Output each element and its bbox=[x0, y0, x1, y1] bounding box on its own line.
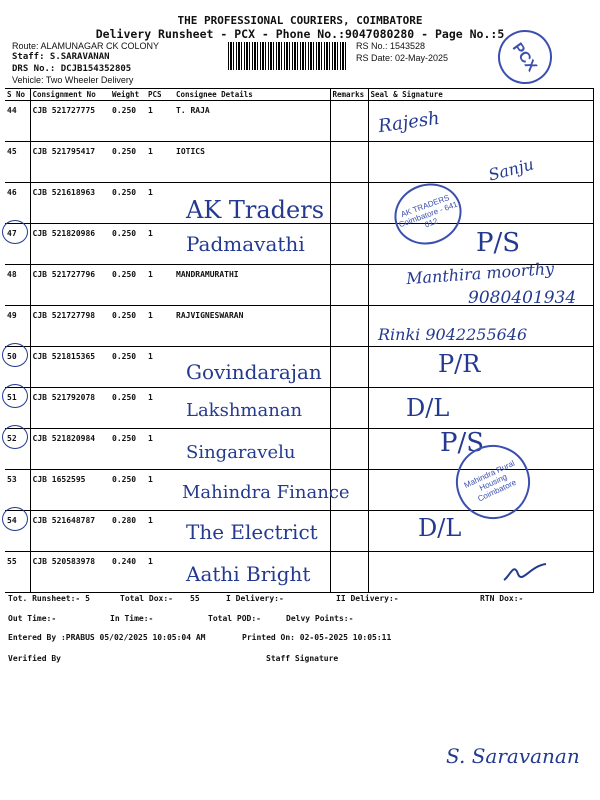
remark-50: P/R bbox=[438, 350, 481, 378]
rtn-dox: RTN Dox:- bbox=[480, 594, 524, 603]
row-sno: 49 bbox=[5, 306, 30, 347]
remark-47: P/S bbox=[476, 228, 521, 258]
row-consignment: CJB 521727775 bbox=[30, 101, 110, 142]
circle-mark bbox=[2, 220, 28, 244]
barcode bbox=[228, 42, 348, 70]
row-consignment: CJB 520583978 bbox=[30, 552, 110, 593]
row-weight: 0.250 bbox=[110, 388, 146, 429]
row-signature bbox=[368, 142, 593, 183]
handwritten-53: Mahindra Finance bbox=[182, 482, 350, 503]
mahindra-stamp: Mahindra Rural Housing Coimbatore bbox=[444, 433, 542, 531]
row-pcs: 1 bbox=[146, 183, 174, 224]
row-pcs: 1 bbox=[146, 388, 174, 429]
row-pcs: 1 bbox=[146, 142, 174, 183]
ak-traders-stamp: AK TRADERS Coimbatore - 641 012 bbox=[386, 174, 470, 254]
row-consignment: CJB 521727798 bbox=[30, 306, 110, 347]
handwritten-46: AK Traders bbox=[186, 196, 325, 224]
signature-55 bbox=[500, 556, 550, 586]
printed-on: Printed On: 02-05-2025 10:05:11 bbox=[242, 633, 392, 642]
row-sno: 45 bbox=[5, 142, 30, 183]
tot-runsheet: Tot. Runsheet:- 5 bbox=[8, 594, 90, 603]
remark-51: D/L bbox=[406, 394, 450, 422]
row-consignment: CJB 521815365 bbox=[30, 347, 110, 388]
row-remarks bbox=[330, 183, 368, 224]
row-pcs: 1 bbox=[146, 306, 174, 347]
phone-48: 9080401934 bbox=[468, 288, 577, 308]
row-remarks bbox=[330, 388, 368, 429]
row-remarks bbox=[330, 306, 368, 347]
row-weight: 0.250 bbox=[110, 429, 146, 470]
row-consignment: CJB 521820986 bbox=[30, 224, 110, 265]
handwritten-50: Govindarajan bbox=[186, 360, 322, 384]
total-pod: Total POD:- bbox=[208, 614, 261, 623]
col-consignment: Consignment No bbox=[30, 89, 110, 101]
row-remarks bbox=[330, 142, 368, 183]
row-weight: 0.250 bbox=[110, 101, 146, 142]
col-remarks: Remarks bbox=[330, 89, 368, 101]
row-weight: 0.250 bbox=[110, 142, 146, 183]
row-pcs: 1 bbox=[146, 101, 174, 142]
row-sno: 48 bbox=[5, 265, 30, 306]
circle-mark bbox=[2, 384, 28, 408]
row-sno: 44 bbox=[5, 101, 30, 142]
vehicle-label: Vehicle: Two Wheeler Delivery bbox=[12, 75, 134, 85]
row-weight: 0.250 bbox=[110, 183, 146, 224]
ii-delivery: II Delivery:- bbox=[336, 594, 399, 603]
row-signature bbox=[368, 552, 593, 593]
row-pcs: 1 bbox=[146, 347, 174, 388]
drs-label: DRS No.: DCJB154352805 bbox=[12, 64, 132, 74]
signature-44: Rajesh bbox=[376, 107, 441, 138]
row-weight: 0.250 bbox=[110, 347, 146, 388]
row-sno: 54 bbox=[5, 511, 30, 552]
handwritten-54: The Electrict bbox=[186, 520, 318, 544]
row-signature bbox=[368, 347, 593, 388]
rs-date: RS Date: 02-May-2025 bbox=[356, 53, 449, 63]
row-remarks bbox=[330, 265, 368, 306]
col-seal-signature: Seal & Signature bbox=[368, 89, 593, 101]
row-pcs: 1 bbox=[146, 552, 174, 593]
row-pcs: 1 bbox=[146, 511, 174, 552]
row-remarks bbox=[330, 552, 368, 593]
row-pcs: 1 bbox=[146, 470, 174, 511]
row-remarks bbox=[330, 224, 368, 265]
row-weight: 0.280 bbox=[110, 511, 146, 552]
row-consignment: CJB 1652595 bbox=[30, 470, 110, 511]
rs-number: RS No.: 1543528 bbox=[356, 41, 426, 51]
in-time: In Time:- bbox=[110, 614, 154, 623]
col-consignee: Consignee Details bbox=[174, 89, 330, 101]
row-sno: 53 bbox=[5, 470, 30, 511]
staff-signature: S. Saravanan bbox=[446, 744, 580, 768]
row-consignee: RAJVIGNESWARAN bbox=[174, 306, 330, 347]
remark-52: P/S bbox=[440, 428, 485, 458]
row-weight: 0.250 bbox=[110, 306, 146, 347]
row-weight: 0.250 bbox=[110, 265, 146, 306]
handwritten-47: Padmavathi bbox=[186, 232, 305, 256]
total-dox-value: 55 bbox=[190, 594, 200, 603]
row-consignment: CJB 521820984 bbox=[30, 429, 110, 470]
row-sno: 51 bbox=[5, 388, 30, 429]
row-consignee: IOTICS bbox=[174, 142, 330, 183]
col-pcs: PCS bbox=[146, 89, 174, 101]
row-consignment: CJB 521648787 bbox=[30, 511, 110, 552]
row-consignment: CJB 521792078 bbox=[30, 388, 110, 429]
row-consignment: CJB 521795417 bbox=[30, 142, 110, 183]
row-consignee: MANDRAMURATHI bbox=[174, 265, 330, 306]
handwritten-52: Singaravelu bbox=[186, 442, 296, 463]
remark-54: D/L bbox=[418, 514, 462, 542]
row-weight: 0.250 bbox=[110, 470, 146, 511]
row-consignment: CJB 521727796 bbox=[30, 265, 110, 306]
total-dox-label: Total Dox:- bbox=[120, 594, 173, 603]
i-delivery: I Delivery:- bbox=[226, 594, 284, 603]
row-sno: 55 bbox=[5, 552, 30, 593]
row-remarks bbox=[330, 511, 368, 552]
row-weight: 0.250 bbox=[110, 224, 146, 265]
handwritten-55: Aathi Bright bbox=[186, 562, 311, 586]
out-time: Out Time:- bbox=[8, 614, 57, 623]
row-weight: 0.240 bbox=[110, 552, 146, 593]
row-sno: 52 bbox=[5, 429, 30, 470]
handwritten-48: Manthira moorthy bbox=[405, 258, 555, 289]
row-sno: 50 bbox=[5, 347, 30, 388]
route-label: Route: ALAMUNAGAR CK COLONY bbox=[12, 41, 160, 51]
row-consignee: T. RAJA bbox=[174, 101, 330, 142]
row-sno: 46 bbox=[5, 183, 30, 224]
row-consignment: CJB 521618963 bbox=[30, 183, 110, 224]
table-header-row bbox=[5, 89, 593, 101]
verified-by: Verified By bbox=[8, 654, 61, 663]
row-remarks bbox=[330, 429, 368, 470]
runsheet-subtitle: Delivery Runsheet - PCX - Phone No.:9047080280 - Page No.:5 bbox=[95, 27, 505, 41]
circle-mark bbox=[2, 343, 28, 367]
pcx-stamp: PCX bbox=[487, 19, 562, 94]
row-remarks bbox=[330, 101, 368, 142]
col-weight: Weight bbox=[110, 89, 146, 101]
row-pcs: 1 bbox=[146, 265, 174, 306]
row-sno: 47 bbox=[5, 224, 30, 265]
row-signature bbox=[368, 388, 593, 429]
staff-label: Staff: S.SARAVANAN bbox=[12, 52, 110, 62]
handwritten-49: Rinki 9042255646 bbox=[378, 325, 528, 344]
signature-45: Sanju bbox=[486, 154, 536, 185]
company-title: THE PROFESSIONAL COURIERS, COIMBATORE bbox=[177, 14, 423, 27]
handwritten-51: Lakshmanan bbox=[186, 400, 303, 421]
delvy-points: Delvy Points:- bbox=[286, 614, 354, 623]
col-sno: S No bbox=[5, 89, 30, 101]
circle-mark bbox=[2, 507, 28, 531]
row-remarks bbox=[330, 347, 368, 388]
table-row bbox=[5, 101, 593, 142]
row-pcs: 1 bbox=[146, 224, 174, 265]
staff-signature-label: Staff Signature bbox=[266, 654, 339, 663]
circle-mark bbox=[2, 425, 28, 449]
row-pcs: 1 bbox=[146, 429, 174, 470]
entered-by: Entered By :PRABUS 05/02/2025 10:05:04 AM bbox=[8, 633, 206, 642]
